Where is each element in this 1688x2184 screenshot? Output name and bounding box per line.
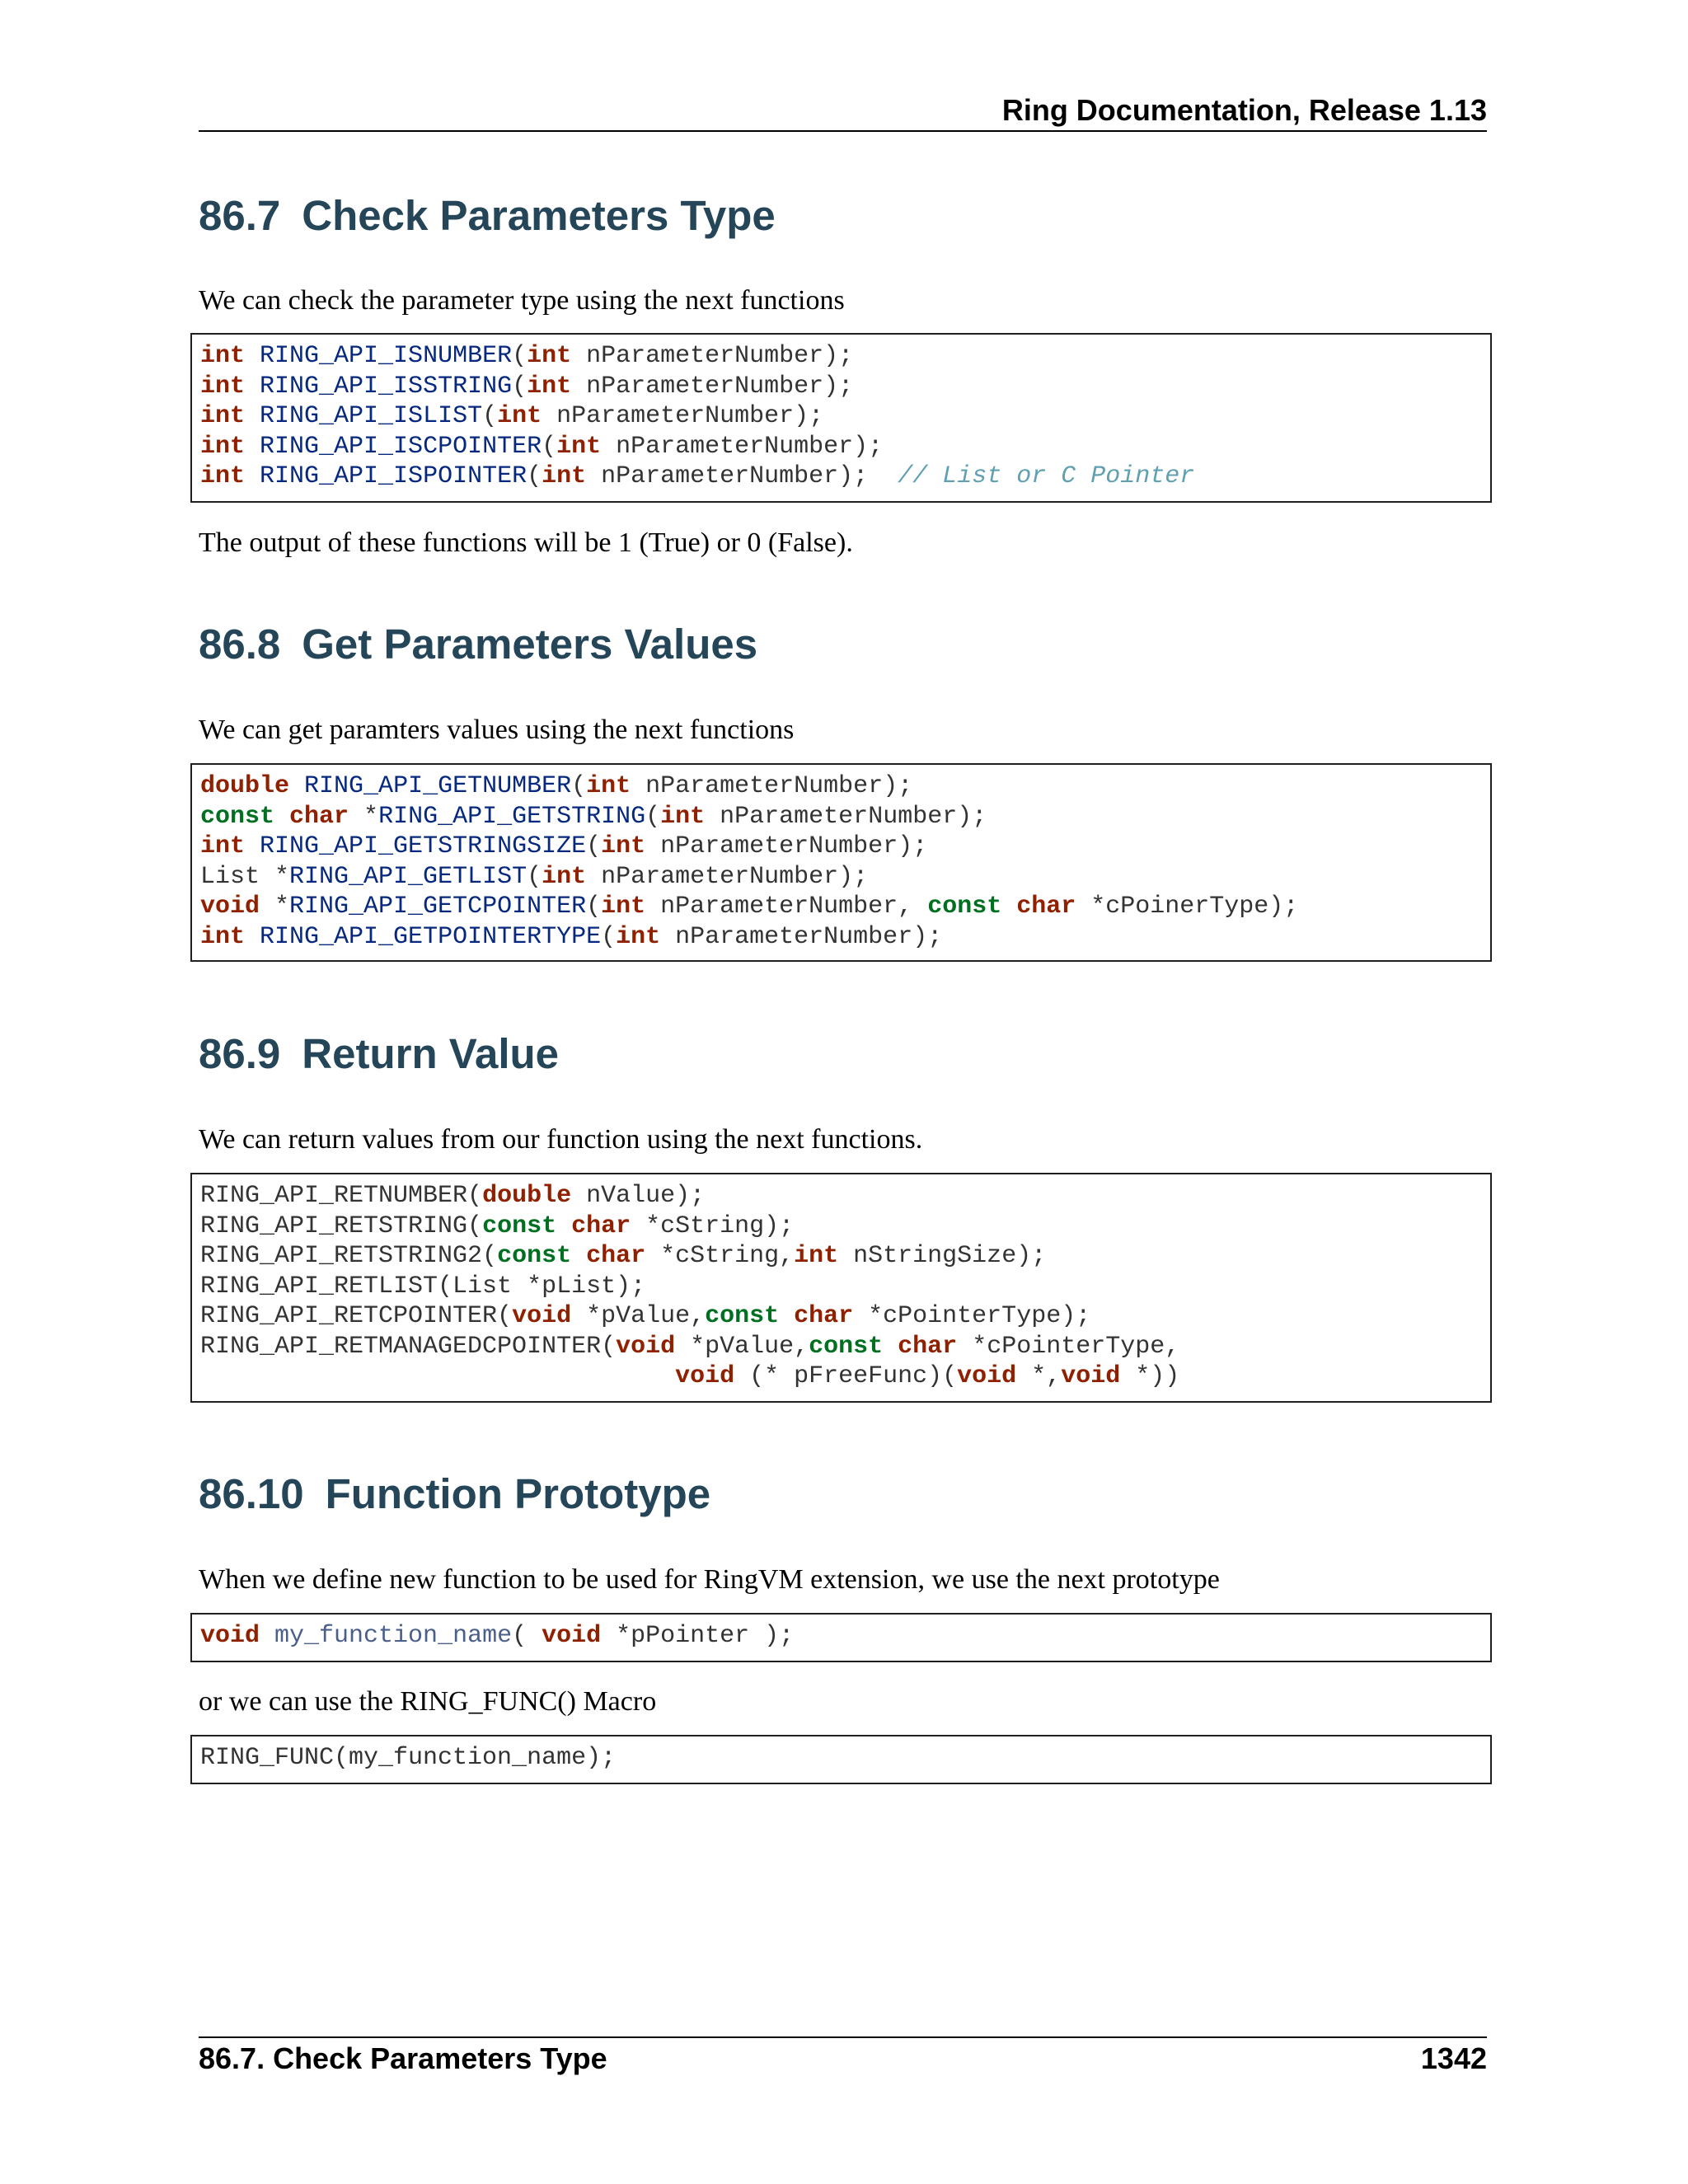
code-text: nParameterNumber);	[631, 772, 913, 800]
code-line	[200, 863, 868, 891]
code-text: nParameterNumber);	[586, 462, 898, 490]
code-text: *pPointer );	[601, 1622, 795, 1650]
code-text: (	[512, 372, 528, 401]
code-line	[200, 373, 853, 401]
code-text: nParameterNumber);	[586, 862, 869, 891]
const-keyword: const	[497, 1242, 572, 1270]
code-text: nParameterNumber);	[571, 372, 854, 401]
code-block	[190, 1613, 1492, 1662]
code-line	[200, 1744, 616, 1772]
code-line	[200, 1272, 645, 1301]
type-keyword: int	[601, 893, 646, 921]
code-block	[190, 1173, 1492, 1403]
type-keyword: void	[616, 1332, 676, 1361]
type-keyword: int	[794, 1242, 839, 1270]
section-heading-return-value	[199, 1029, 559, 1079]
code-line	[200, 342, 853, 370]
type-keyword: int	[200, 832, 246, 860]
code-text: *cPoinerType);	[1076, 893, 1299, 921]
code-text: *cPointerType);	[853, 1302, 1091, 1330]
type-keyword: int	[527, 342, 572, 370]
code-text	[245, 402, 260, 430]
type-keyword: int	[556, 432, 602, 461]
code-text: (* pFreeFunc)(	[734, 1362, 958, 1390]
section-number: 86.7	[199, 192, 281, 239]
code-text: nParameterNumber);	[601, 432, 884, 461]
code-line	[200, 772, 912, 800]
code-line	[200, 1242, 1046, 1270]
section-title: Check Parameters Type	[302, 192, 776, 239]
code-text: nParameterNumber);	[705, 802, 987, 831]
section-heading-check-parameters-type	[199, 191, 776, 241]
const-keyword: const	[482, 1212, 557, 1240]
code-text	[1001, 893, 1016, 921]
code-line	[200, 1333, 1179, 1361]
code-text: (	[586, 893, 602, 921]
section-heading-function-prototype	[199, 1469, 710, 1519]
function-name: RING_API_ISCPOINTER	[260, 432, 542, 461]
function-name: RING_API_GETCPOINTER	[289, 893, 587, 921]
code-text: nParameterNumber,	[645, 893, 928, 921]
running-header: Ring Documentation, Release 1.13	[1001, 93, 1487, 127]
type-keyword: int	[616, 922, 661, 951]
code-text: (	[586, 832, 602, 860]
const-keyword: const	[200, 802, 275, 831]
code-text	[883, 1333, 898, 1361]
code-text	[200, 1362, 675, 1390]
type-keyword: char	[586, 1242, 646, 1270]
type-keyword: double	[482, 1182, 572, 1210]
function-name: RING_API_GETNUMBER	[304, 772, 572, 800]
code-text: nValue);	[571, 1182, 706, 1210]
type-keyword: void	[512, 1302, 572, 1330]
const-keyword: const	[705, 1302, 780, 1330]
paragraph: When we define new function to be used for RingVM extension, we use the next prototype	[199, 1564, 1220, 1595]
code-block	[190, 763, 1492, 962]
section-heading-get-parameters-values	[199, 620, 757, 669]
code-text	[556, 1212, 571, 1240]
code-line	[200, 433, 883, 461]
paragraph: The output of these functions will be 1 (True) or 0 (False).	[199, 527, 853, 558]
code-line	[200, 402, 823, 430]
code-block	[190, 1735, 1492, 1784]
section-number: 86.8	[199, 621, 281, 668]
code-text	[245, 373, 260, 401]
code-text	[245, 832, 260, 860]
code-text	[571, 1242, 586, 1270]
function-name: RING_API_GETSTRINGSIZE	[260, 832, 587, 860]
code-text: *cString);	[631, 1212, 795, 1240]
type-keyword: int	[542, 862, 587, 891]
code-listing	[192, 1736, 1490, 1774]
function-name: RING_API_ISLIST	[260, 402, 483, 430]
code-comment: // List or C Pointer	[898, 462, 1195, 490]
code-text: RING_API_RETMANAGEDCPOINTER(	[200, 1332, 617, 1361]
code-text: List *	[200, 862, 290, 891]
footer-rule	[199, 2036, 1487, 2038]
function-name: RING_API_ISSTRING	[260, 372, 513, 401]
code-text	[779, 1302, 794, 1330]
type-keyword: void	[542, 1622, 602, 1650]
page-number: 1342	[1420, 2041, 1487, 2075]
code-line	[200, 923, 942, 951]
type-keyword: int	[497, 402, 542, 430]
paragraph: We can get paramters values using the next functions	[199, 715, 795, 745]
code-text: *	[349, 802, 379, 831]
code-line	[200, 1182, 705, 1210]
code-text: RING_API_RETLIST(List *pList);	[200, 1272, 646, 1301]
code-text: *))	[1120, 1362, 1180, 1390]
type-keyword: int	[542, 462, 587, 490]
type-keyword: char	[794, 1302, 854, 1330]
paragraph: We can check the parameter type using the next functions	[199, 285, 845, 316]
code-text: RING_API_RETCPOINTER(	[200, 1302, 513, 1330]
running-footer	[199, 2041, 1487, 2077]
code-text	[245, 433, 260, 461]
code-text: nParameterNumber);	[660, 922, 943, 951]
code-text	[245, 342, 260, 370]
code-text: RING_API_RETSTRING2(	[200, 1242, 498, 1270]
type-keyword: char	[1016, 893, 1076, 921]
type-keyword: char	[571, 1212, 631, 1240]
paragraph: We can return values from our function using the next functions.	[199, 1124, 923, 1155]
code-text: nStringSize);	[838, 1242, 1047, 1270]
paragraph: or we can use the RING_FUNC() Macro	[199, 1686, 657, 1717]
code-text: *cString,	[645, 1242, 795, 1270]
code-text: nParameterNumber);	[645, 832, 928, 860]
section-title: Return Value	[302, 1030, 560, 1077]
type-keyword: char	[898, 1332, 958, 1361]
section-number: 86.10	[199, 1470, 304, 1517]
code-listing	[192, 335, 1490, 492]
code-line	[200, 832, 927, 860]
type-keyword: int	[527, 372, 572, 401]
code-line	[200, 462, 1194, 490]
section-title: Get Parameters Values	[302, 621, 758, 668]
code-listing	[192, 1615, 1490, 1652]
code-text	[245, 462, 260, 490]
code-text: *pValue,	[675, 1332, 809, 1361]
code-block	[190, 333, 1492, 503]
section-number: 86.9	[199, 1030, 281, 1077]
code-text: *,	[1016, 1362, 1062, 1390]
const-keyword: const	[809, 1332, 884, 1361]
type-keyword: int	[660, 802, 706, 831]
code-text	[245, 923, 260, 951]
section-title: Function Prototype	[325, 1470, 711, 1517]
function-name: my_function_name	[274, 1622, 513, 1650]
code-text: (	[482, 402, 498, 430]
code-text	[260, 1622, 274, 1650]
type-keyword: void	[200, 893, 260, 921]
footer-section-title: 86.7. Check Parameters Type	[199, 2041, 607, 2075]
code-text	[289, 772, 304, 800]
type-keyword: int	[200, 922, 246, 951]
code-text: *	[260, 893, 290, 921]
type-keyword: int	[200, 402, 246, 430]
type-keyword: int	[601, 832, 646, 860]
code-text: *pValue,	[571, 1302, 706, 1330]
function-name: RING_API_ISNUMBER	[260, 342, 513, 370]
function-name: RING_API_ISPOINTER	[260, 462, 528, 490]
code-line	[200, 803, 987, 831]
type-keyword: int	[200, 342, 246, 370]
code-line	[200, 1622, 794, 1650]
const-keyword: const	[927, 893, 1002, 921]
type-keyword: int	[586, 772, 631, 800]
function-name: RING_API_GETSTRING	[378, 802, 646, 831]
code-text: (	[527, 862, 542, 891]
type-keyword: int	[200, 372, 246, 401]
code-text: RING_API_RETNUMBER(	[200, 1182, 483, 1210]
code-line	[200, 1212, 794, 1240]
code-listing	[192, 765, 1490, 952]
code-text: (	[527, 462, 542, 490]
code-text: RING_API_RETSTRING(	[200, 1212, 483, 1240]
type-keyword: int	[200, 432, 246, 461]
type-keyword: void	[200, 1622, 260, 1650]
code-line	[200, 1302, 1090, 1330]
type-keyword: void	[1061, 1362, 1121, 1390]
code-text: nParameterNumber);	[571, 342, 854, 370]
code-text: *cPointerType,	[957, 1332, 1180, 1361]
type-keyword: void	[675, 1362, 735, 1390]
code-text: (	[512, 1622, 542, 1650]
code-text: (	[645, 802, 661, 831]
code-line	[200, 893, 1298, 921]
header-rule	[199, 130, 1487, 132]
type-keyword: void	[957, 1362, 1017, 1390]
type-keyword: char	[289, 802, 349, 831]
type-keyword: double	[200, 772, 290, 800]
code-line	[200, 1362, 1179, 1390]
code-text: RING_FUNC(my_function_name);	[200, 1744, 617, 1772]
code-text	[274, 803, 289, 831]
code-listing	[192, 1174, 1490, 1392]
type-keyword: int	[200, 462, 246, 490]
function-name: RING_API_GETPOINTERTYPE	[260, 922, 602, 951]
code-text: (	[542, 432, 557, 461]
code-text: nParameterNumber);	[542, 402, 824, 430]
function-name: RING_API_GETLIST	[289, 862, 528, 891]
code-text: (	[601, 922, 617, 951]
code-text: (	[512, 342, 528, 370]
code-text: (	[571, 772, 587, 800]
